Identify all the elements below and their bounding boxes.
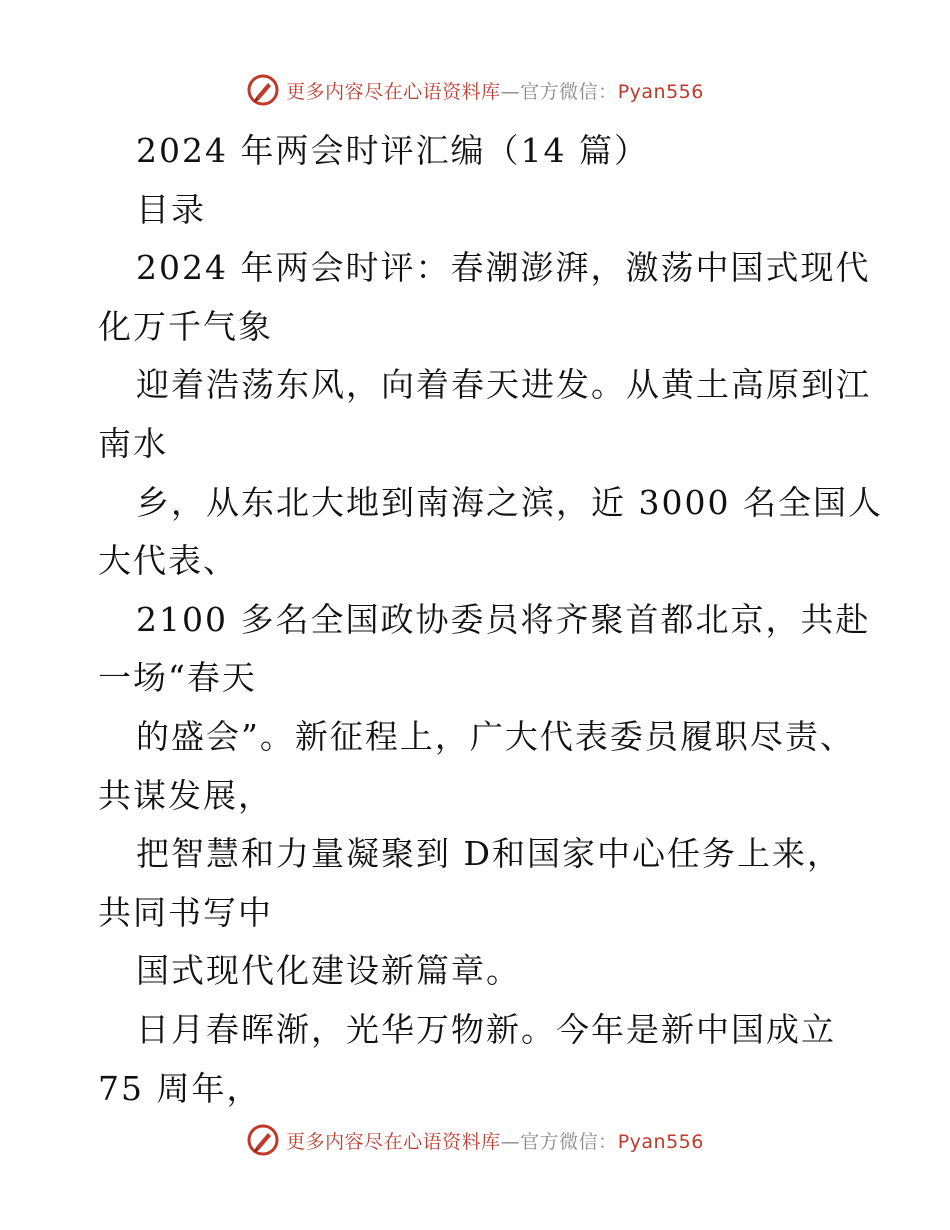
text-line: 一场“春天 <box>98 658 257 698</box>
watermark-text: 更多内容尽在心语资料库 <box>286 1130 501 1153</box>
watermark-text: 更多内容尽在心语资料库 <box>286 80 501 103</box>
footer-watermark <box>0 1120 950 1160</box>
watermark-wechat-id: Pyan556 <box>617 80 704 103</box>
watermark-separator: —官方微信： <box>500 80 618 103</box>
text-line: 迎着浩荡东风，向着春天进发。从黄土高原到江 <box>136 365 871 405</box>
toc-heading: 目录 <box>136 189 206 229</box>
text-line: 乡，从东北大地到南海之滨，近 3000 名全国人 <box>136 482 883 522</box>
document-title: 2024 年两会时评汇编（14 篇） <box>136 131 649 170</box>
text-line: 日月春晖渐，光华万物新。今年是新中国成立 <box>136 1009 836 1049</box>
text-line: 2100 多名全国政协委员将齐聚首都北京，共赴 <box>136 599 871 639</box>
header-watermark <box>0 70 950 110</box>
text-line: 化万千气象 <box>98 306 273 346</box>
watermark-separator: —官方微信： <box>500 1130 618 1153</box>
text-line: 大代表、 <box>98 541 238 581</box>
text-line: 2024 年两会时评：春潮澎湃，激荡中国式现代 <box>136 248 871 288</box>
text-line: 共谋发展， <box>98 775 273 815</box>
text-line: 南水 <box>98 423 168 463</box>
text-line: 把智慧和力量凝聚到 D和国家中心任务上来， <box>136 834 842 874</box>
text-line: 共同书写中 <box>98 892 273 932</box>
pen-nib-logo-icon <box>246 1123 280 1157</box>
text-line: 国式现代化建设新篇章。 <box>136 951 521 991</box>
text-line: 的盛会”。新征程上，广大代表委员履职尽责、 <box>136 716 855 756</box>
text-line: 75 周年， <box>98 1068 262 1108</box>
pen-nib-logo-icon <box>246 73 280 107</box>
watermark-wechat-id: Pyan556 <box>617 1130 704 1153</box>
document-body <box>98 122 883 1118</box>
